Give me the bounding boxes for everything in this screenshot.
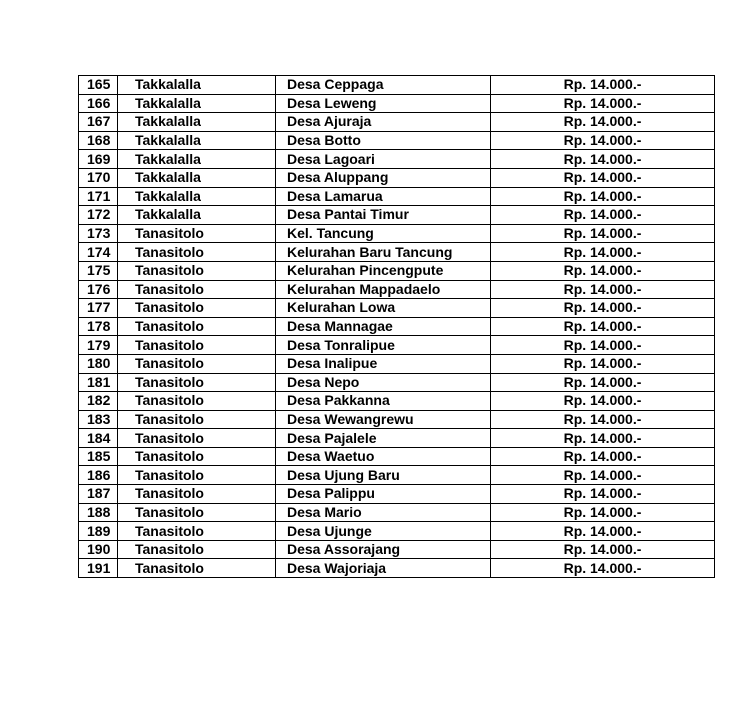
table-body: [79, 76, 715, 578]
row-number: 171: [79, 187, 118, 206]
row-number: 165: [79, 76, 118, 95]
district-name: Tanasitolo: [118, 299, 276, 318]
price-value: Rp. 14.000.-: [491, 522, 715, 541]
price-value: Rp. 14.000.-: [491, 503, 715, 522]
village-name: Kelurahan Baru Tancung: [276, 243, 491, 262]
district-name: Tanasitolo: [118, 559, 276, 578]
village-name: Desa Lamarua: [276, 187, 491, 206]
village-name: Desa Leweng: [276, 94, 491, 113]
table-row: [79, 410, 715, 429]
district-name: Tanasitolo: [118, 466, 276, 485]
village-name: Desa Pakkanna: [276, 392, 491, 411]
table-row: [79, 280, 715, 299]
row-number: 185: [79, 447, 118, 466]
row-number: 176: [79, 280, 118, 299]
table-row: [79, 429, 715, 448]
village-name: Desa Ujung Baru: [276, 466, 491, 485]
district-name: Tanasitolo: [118, 317, 276, 336]
price-value: Rp. 14.000.-: [491, 243, 715, 262]
village-name: Desa Mannagae: [276, 317, 491, 336]
row-number: 190: [79, 540, 118, 559]
price-value: Rp. 14.000.-: [491, 540, 715, 559]
table-row: [79, 336, 715, 355]
price-value: Rp. 14.000.-: [491, 373, 715, 392]
row-number: 172: [79, 206, 118, 225]
district-name: Takkalalla: [118, 131, 276, 150]
district-name: Takkalalla: [118, 150, 276, 169]
price-value: Rp. 14.000.-: [491, 317, 715, 336]
price-value: Rp. 14.000.-: [491, 410, 715, 429]
village-name: Desa Lagoari: [276, 150, 491, 169]
table-row: [79, 540, 715, 559]
village-name: Desa Pantai Timur: [276, 206, 491, 225]
row-number: 186: [79, 466, 118, 485]
price-value: Rp. 14.000.-: [491, 261, 715, 280]
district-name: Takkalalla: [118, 206, 276, 225]
table-row: [79, 559, 715, 578]
row-number: 182: [79, 392, 118, 411]
price-value: Rp. 14.000.-: [491, 559, 715, 578]
village-name: Desa Ujunge: [276, 522, 491, 541]
row-number: 178: [79, 317, 118, 336]
village-name: Desa Aluppang: [276, 168, 491, 187]
price-value: Rp. 14.000.-: [491, 354, 715, 373]
row-number: 189: [79, 522, 118, 541]
row-number: 170: [79, 168, 118, 187]
price-table: [78, 75, 715, 578]
table-row: [79, 113, 715, 132]
row-number: 177: [79, 299, 118, 318]
table-row: [79, 243, 715, 262]
price-value: Rp. 14.000.-: [491, 336, 715, 355]
row-number: 181: [79, 373, 118, 392]
table-row: [79, 392, 715, 411]
table-row: [79, 299, 715, 318]
row-number: 179: [79, 336, 118, 355]
price-value: Rp. 14.000.-: [491, 447, 715, 466]
table-row: [79, 224, 715, 243]
price-value: Rp. 14.000.-: [491, 392, 715, 411]
village-name: Desa Wewangrewu: [276, 410, 491, 429]
price-value: Rp. 14.000.-: [491, 224, 715, 243]
district-name: Tanasitolo: [118, 261, 276, 280]
row-number: 180: [79, 354, 118, 373]
row-number: 166: [79, 94, 118, 113]
district-name: Tanasitolo: [118, 485, 276, 504]
table-row: [79, 150, 715, 169]
village-name: Kelurahan Pincengpute: [276, 261, 491, 280]
price-value: Rp. 14.000.-: [491, 94, 715, 113]
table-row: [79, 522, 715, 541]
district-name: Tanasitolo: [118, 392, 276, 411]
table-row: [79, 187, 715, 206]
price-value: Rp. 14.000.-: [491, 131, 715, 150]
village-name: Desa Botto: [276, 131, 491, 150]
village-name: Desa Assorajang: [276, 540, 491, 559]
table-row: [79, 76, 715, 95]
village-name: Kelurahan Lowa: [276, 299, 491, 318]
row-number: 188: [79, 503, 118, 522]
row-number: 183: [79, 410, 118, 429]
table-row: [79, 354, 715, 373]
row-number: 184: [79, 429, 118, 448]
table-row: [79, 317, 715, 336]
price-value: Rp. 14.000.-: [491, 168, 715, 187]
district-name: Takkalalla: [118, 187, 276, 206]
village-name: Desa Wajoriaja: [276, 559, 491, 578]
row-number: 174: [79, 243, 118, 262]
village-name: Desa Mario: [276, 503, 491, 522]
row-number: 187: [79, 485, 118, 504]
table-row: [79, 131, 715, 150]
village-name: Kel. Tancung: [276, 224, 491, 243]
table-row: [79, 447, 715, 466]
table-row: [79, 261, 715, 280]
price-value: Rp. 14.000.-: [491, 113, 715, 132]
row-number: 169: [79, 150, 118, 169]
village-name: Desa Inalipue: [276, 354, 491, 373]
district-name: Tanasitolo: [118, 410, 276, 429]
row-number: 167: [79, 113, 118, 132]
village-name: Desa Nepo: [276, 373, 491, 392]
village-name: Desa Ajuraja: [276, 113, 491, 132]
district-name: Tanasitolo: [118, 447, 276, 466]
table-row: [79, 206, 715, 225]
table-row: [79, 466, 715, 485]
price-value: Rp. 14.000.-: [491, 466, 715, 485]
price-value: Rp. 14.000.-: [491, 76, 715, 95]
district-name: Takkalalla: [118, 76, 276, 95]
table-row: [79, 168, 715, 187]
village-name: Desa Tonralipue: [276, 336, 491, 355]
price-value: Rp. 14.000.-: [491, 429, 715, 448]
district-name: Tanasitolo: [118, 224, 276, 243]
village-name: Desa Pajalele: [276, 429, 491, 448]
table-row: [79, 373, 715, 392]
price-value: Rp. 14.000.-: [491, 485, 715, 504]
table-row: [79, 94, 715, 113]
district-name: Tanasitolo: [118, 522, 276, 541]
district-name: Tanasitolo: [118, 354, 276, 373]
district-name: Takkalalla: [118, 113, 276, 132]
district-name: Tanasitolo: [118, 373, 276, 392]
price-value: Rp. 14.000.-: [491, 206, 715, 225]
district-name: Tanasitolo: [118, 503, 276, 522]
village-name: Desa Palippu: [276, 485, 491, 504]
district-name: Tanasitolo: [118, 243, 276, 262]
district-name: Tanasitolo: [118, 336, 276, 355]
row-number: 175: [79, 261, 118, 280]
village-name: Kelurahan Mappadaelo: [276, 280, 491, 299]
district-name: Takkalalla: [118, 168, 276, 187]
village-name: Desa Ceppaga: [276, 76, 491, 95]
price-value: Rp. 14.000.-: [491, 187, 715, 206]
district-name: Takkalalla: [118, 94, 276, 113]
row-number: 168: [79, 131, 118, 150]
row-number: 173: [79, 224, 118, 243]
district-name: Tanasitolo: [118, 429, 276, 448]
table-row: [79, 485, 715, 504]
district-name: Tanasitolo: [118, 540, 276, 559]
price-value: Rp. 14.000.-: [491, 150, 715, 169]
district-name: Tanasitolo: [118, 280, 276, 299]
table-row: [79, 503, 715, 522]
price-value: Rp. 14.000.-: [491, 280, 715, 299]
village-name: Desa Waetuo: [276, 447, 491, 466]
row-number: 191: [79, 559, 118, 578]
price-value: Rp. 14.000.-: [491, 299, 715, 318]
